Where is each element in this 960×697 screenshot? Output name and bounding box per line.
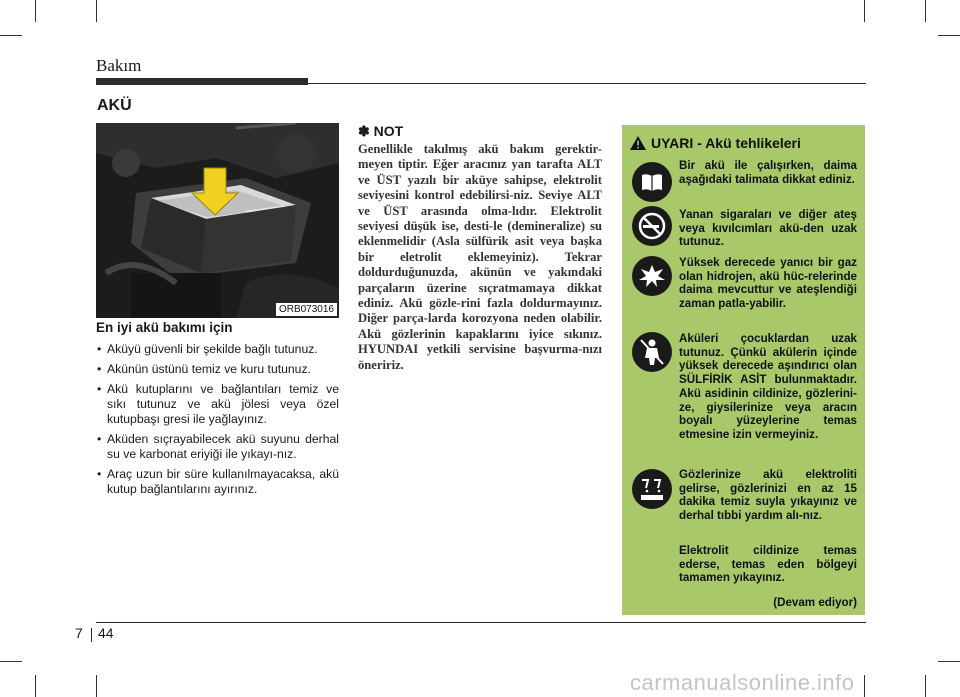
header-rule-thin	[308, 83, 866, 84]
header-title: Bakım	[96, 56, 142, 75]
list-item: • Araç uzun bir süre kullanılmayacaksa, akü kutup bağlantılarını ayırınız.	[96, 467, 339, 497]
crop-mark	[96, 0, 97, 22]
care-heading: En iyi akü bakımı için	[96, 320, 233, 335]
note-heading: ✽ NOT	[358, 123, 404, 139]
section-title: AKÜ	[97, 97, 132, 114]
warning-item: Elektrolit cildinize temas ederse, temas eden bölgeyi tamamen yıkayınız.	[679, 544, 857, 585]
warning-item: Bir akü ile çalışırken, daima aşağıdaki talimata dikkat ediniz.	[679, 159, 857, 186]
crop-mark	[925, 675, 926, 697]
read-manual-icon	[632, 162, 672, 202]
page-number: 44	[98, 625, 114, 641]
keep-children-away-icon	[632, 332, 672, 372]
list-item: • Akü kutuplarını ve bağlantıları temiz ve sıkı tutunuz ve akü jölesi veya özel kutupbaşı gresi ile yağlayınız.	[96, 382, 339, 427]
warning-title	[630, 135, 801, 151]
warning-item: Gözlerinize akü elektroliti gelirse, gözlerinizi en az 15 dakika temiz suyla yıkayınız ve derhal tıbbi yardım alı-nız.	[679, 468, 857, 523]
crop-mark	[35, 675, 36, 697]
list-item: • Akünün üstünü temiz ve kuru tutunuz.	[96, 362, 339, 377]
chapter-number: 7	[75, 625, 83, 641]
crop-mark	[864, 675, 865, 697]
warning-item: Yanan sigaraları ve diğer ateş veya kıvılcımları akü-den uzak tutunuz.	[679, 208, 857, 249]
explosion-icon	[632, 256, 672, 296]
crop-mark	[938, 661, 960, 662]
crop-mark	[864, 0, 865, 22]
warning-title-text: UYARI - Akü tehlikeleri	[651, 135, 801, 151]
crop-mark	[0, 661, 22, 662]
crop-mark	[35, 0, 36, 22]
battery-illustration	[96, 123, 339, 318]
watermark: carmanualsonline.info	[630, 670, 855, 695]
crop-mark	[925, 0, 926, 22]
warning-item: Yüksek derecede yanıcı bir gaz olan hidrojen, akü hüc-relerinde daima mevcuttur ve ateşlendiği zaman patla-yabilir.	[679, 256, 857, 311]
list-item: • Aküyü güvenli bir şekilde bağlı tutunuz.	[96, 342, 339, 357]
warning-box	[622, 125, 865, 615]
continued-label: (Devam ediyor)	[773, 596, 857, 609]
crop-mark	[938, 35, 960, 36]
note-body: Genellikle takılmış akü bakım gerektir-meyen tiptir. Eğer aracınız yan tarafta ALT ve ÜST yazılı bir aküye sahipse, elektrolit seviyesini kontrol edebilirsi-niz. Seviye ALT ve ÜST arasında olma-lıdır. Elektrolit seviyesi düşük ise, desti-le (demineralize) su eklenmelidir (Asla sülfürik asit veya başka bir eletrolit eklemeyiniz). Tekrar doldurduğunuzda, akünün ve yakındaki parçaların üzerine sıçratmamaya dikkat ediniz. Akü gözle-rini fazla doldurmayınız. Diğer parça-larda korozyona neden olabilir. Akü gözlerinin kapaklarını iyice sıkınız. HYUNDAI yetkili servisine başvurma-nızı öneririz.	[358, 142, 602, 372]
care-list	[96, 342, 339, 502]
battery-photo	[96, 123, 339, 318]
crop-mark	[96, 675, 97, 697]
footer-rule	[96, 622, 866, 623]
warning-item: Aküleri çocuklardan uzak tutunuz. Çünkü akülerin içinde yüksek derecede aşındırıcı olan SÜLFİRİK ASİT bulunmaktadır. Akü asidinin cildinize, gözlerini-ze, giysilerinize veya aracın boyalı yüzeylerine temas etmesine izin vermeyiniz.	[679, 332, 857, 441]
warning-triangle-icon	[630, 136, 646, 150]
no-smoking-icon	[632, 206, 672, 246]
crop-mark	[0, 35, 22, 36]
page-separator	[91, 628, 92, 642]
list-item: • Aküden sıçrayabilecek akü suyunu derhal su ve karbonat eriyiği ile yıkayı-nız.	[96, 432, 339, 462]
photo-code: ORB073016	[276, 303, 337, 316]
header-rule	[96, 78, 308, 85]
corrosive-acid-icon	[632, 469, 672, 509]
